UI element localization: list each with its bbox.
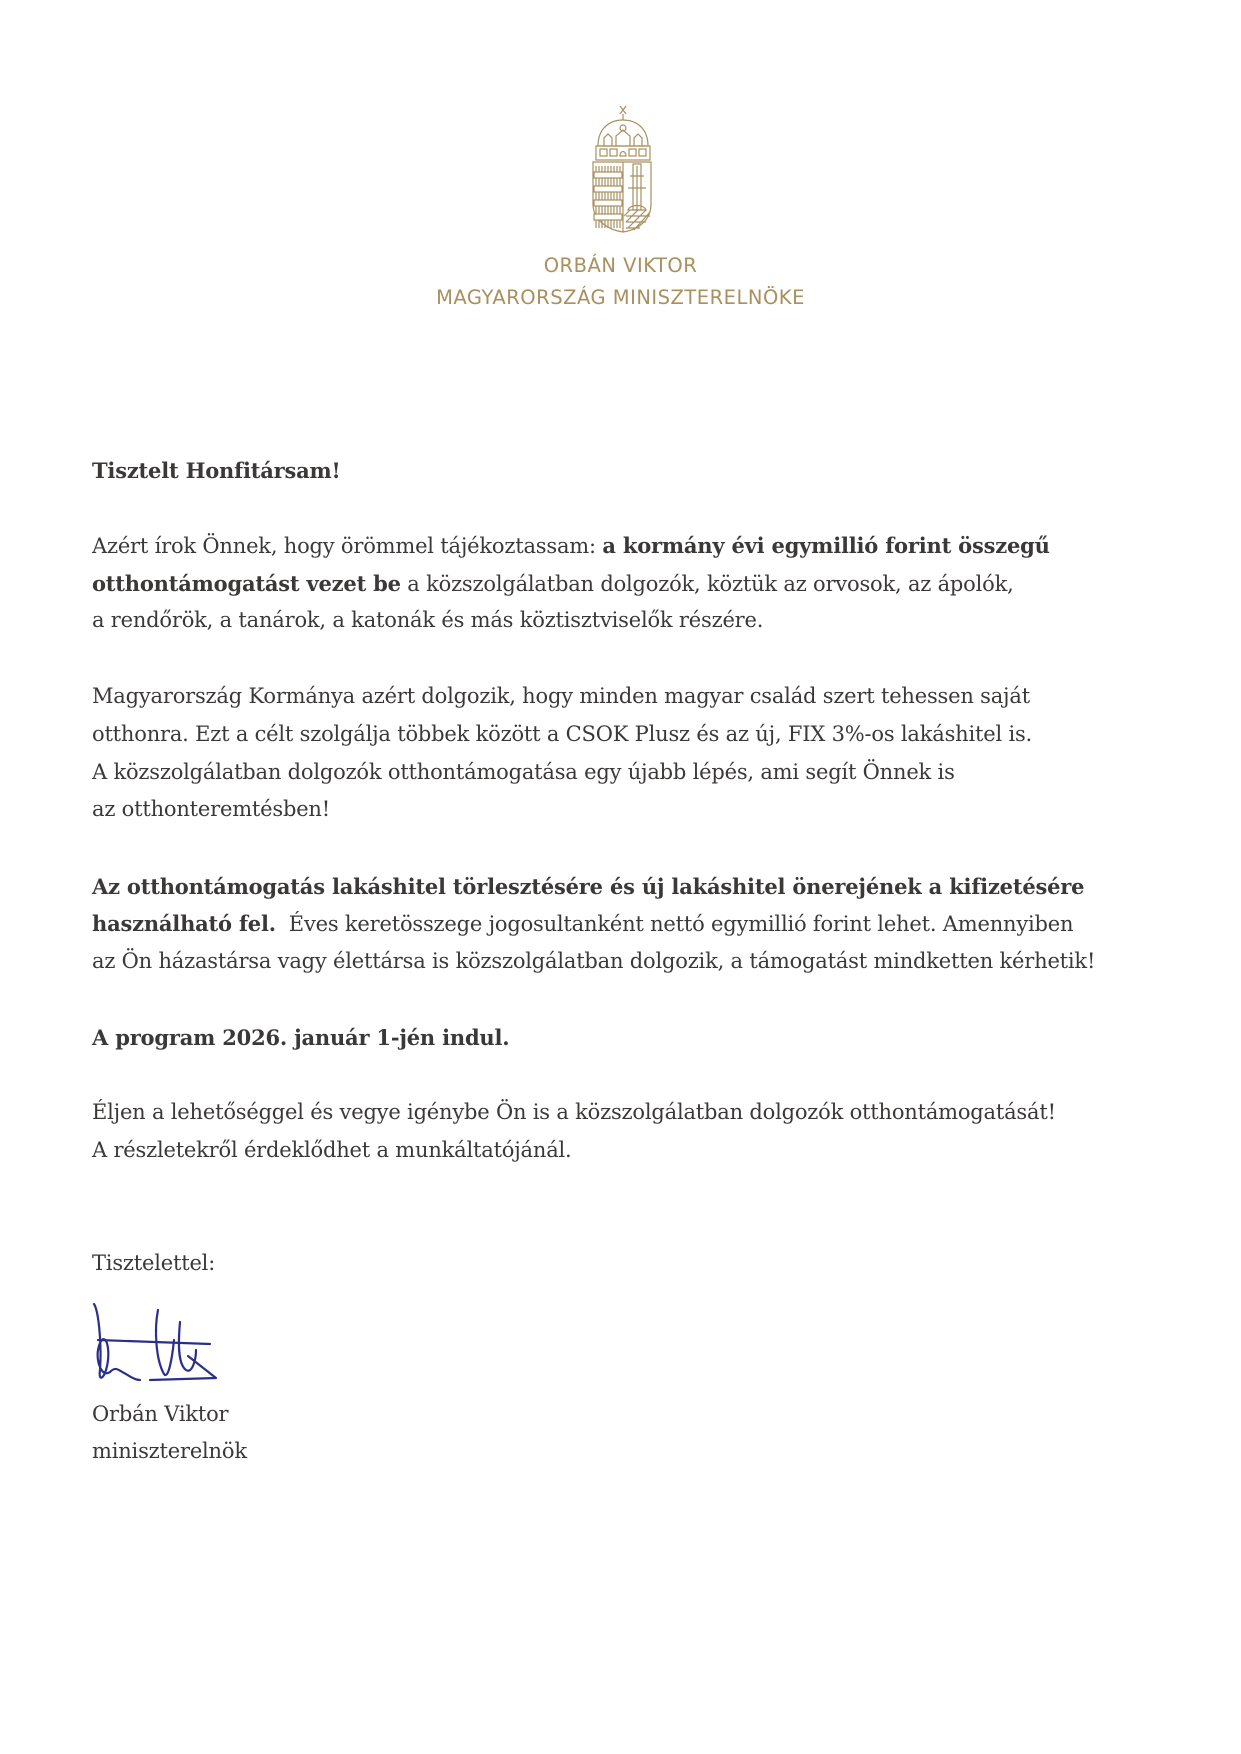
salutation: Tisztelt Honfitársam!: [92, 458, 341, 483]
emphasis: a kormány évi egymillió forint összegű: [602, 533, 1050, 558]
paragraph-2-line-2: otthonra. Ezt a célt szolgálja többek között a CSOK Plusz és az új, FIX 3%-os lakáshitel is.: [92, 722, 1033, 746]
sender-name: ORBÁN VIKTOR: [543, 254, 698, 277]
paragraph-3-line-2: [92, 913, 1073, 935]
emphasis: otthontámogatást vezet be: [92, 571, 401, 596]
paragraph-1-line-1: [92, 535, 1050, 557]
signer-title: miniszterelnök: [92, 1439, 247, 1463]
signer-name: Orbán Viktor: [92, 1402, 229, 1426]
emphasis: használható fel.: [92, 911, 276, 936]
paragraph-2-line-1: Magyarország Kormánya azért dolgozik, hogy minden magyar család szert tehessen saját: [92, 684, 1030, 708]
coat-of-arms-icon: [590, 104, 654, 234]
paragraph-2-line-4: az otthonteremtésben!: [92, 797, 330, 821]
paragraph-5-line-2: A részletekről érdeklődhet a munkáltatójánál.: [92, 1138, 572, 1162]
paragraph-5-line-1: Éljen a lehetőséggel és vegye igénybe Ön is a közszolgálatban dolgozók otthontámogatását!: [92, 1100, 1056, 1124]
paragraph-1-line-2: [92, 573, 1014, 595]
paragraph-3-line-1: Az otthontámogatás lakáshitel törlesztésére és új lakáshitel önerejének a kifizetésére: [92, 874, 1085, 899]
paragraph-3-line-3: az Ön házastársa vagy élettársa is közszolgálatban dolgozik, a támogatást mindketten kérhetik!: [92, 949, 1096, 973]
program-start: A program 2026. január 1-jén indul.: [92, 1025, 510, 1050]
paragraph-2-line-3: A közszolgálatban dolgozók otthontámogatása egy újabb lépés, ami segít Önnek is: [92, 760, 955, 784]
text: a közszolgálatban dolgozók, köztük az orvosok, az ápolók,: [400, 572, 1014, 596]
signature-icon: [92, 1300, 222, 1390]
closing: Tisztelettel:: [92, 1251, 216, 1275]
paragraph-1-line-3: a rendőrök, a tanárok, a katonák és más köztisztviselők részére.: [92, 608, 764, 632]
text: Éves keretösszege jogosultanként nettó egymillió forint lehet. Amennyiben: [275, 912, 1074, 936]
text: Azért írok Önnek, hogy örömmel tájékoztassam:: [92, 534, 603, 558]
sender-title: MAGYARORSZÁG MINISZTERELNÖKE: [436, 286, 805, 309]
